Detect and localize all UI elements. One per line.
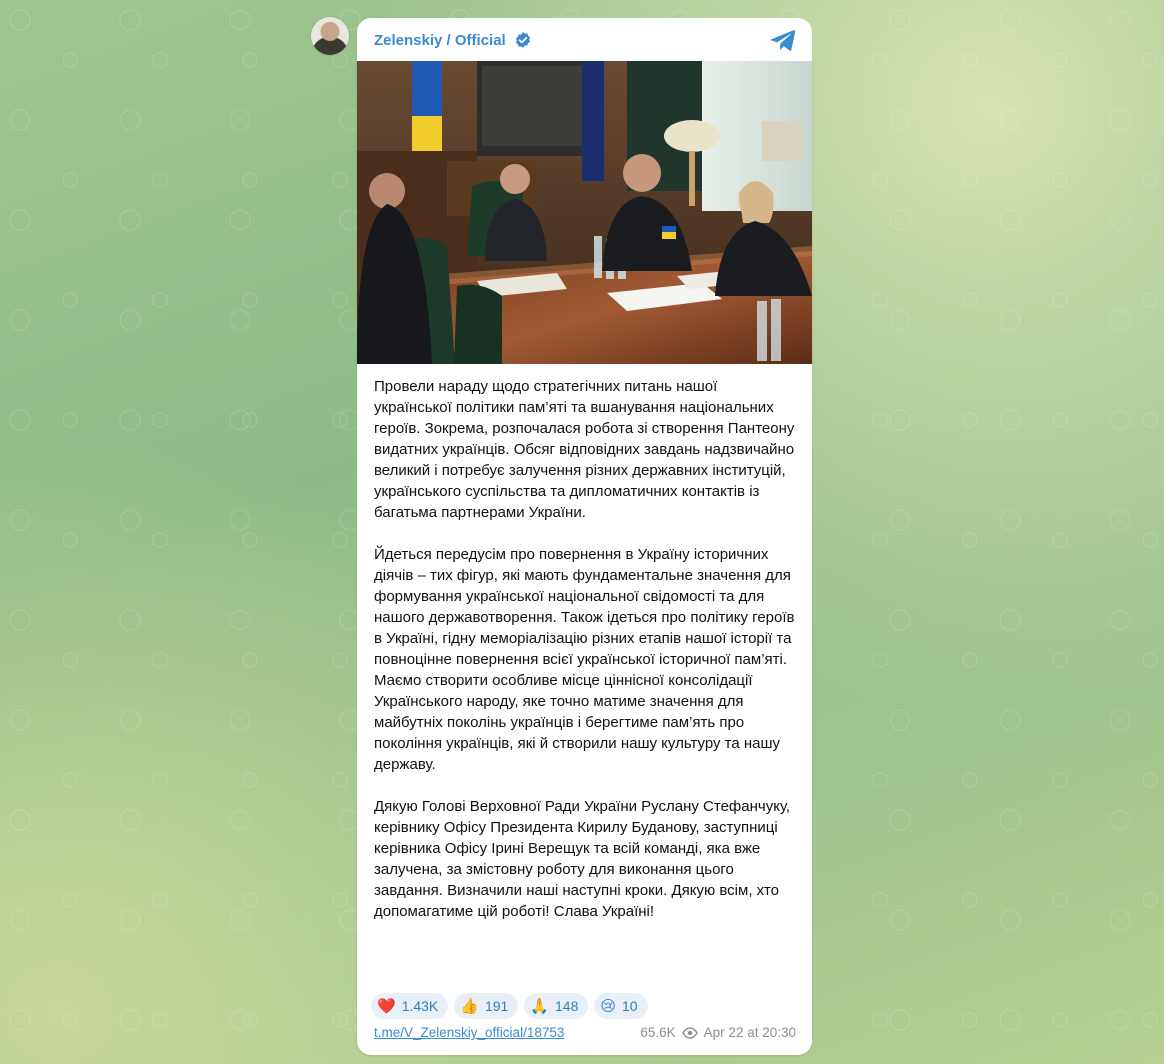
reaction-count: 191 bbox=[484, 998, 509, 1014]
heart-icon: ❤️ bbox=[377, 997, 396, 1015]
reaction-count: 148 bbox=[555, 998, 579, 1014]
reaction-pray[interactable] bbox=[524, 993, 588, 1019]
message-card bbox=[357, 18, 812, 1055]
reaction-heart[interactable] bbox=[371, 993, 448, 1019]
post-paragraph: Йдеться передусім про повернення в Україну історичних діячів – тих фігур, які мають фундаментальне значення для формування української національної свідомості та для нашого державотворення. Також ідеться про політику героїв в Україні, гідну меморіалізацію різних етапів нашої історії та повноцінне повернення всієї української історичної пам’яті. Маємо створити особливе місце ціннісної консолідації Українського народу, яке точно матиме значення для майбутніх поколінь українців і берегтиме пам’ять про покоління українців, які й створили нашу культуру та нашу державу. bbox=[374, 546, 795, 773]
crying-face-icon: 😢 bbox=[600, 997, 617, 1015]
telegram-icon[interactable] bbox=[770, 28, 796, 52]
reaction-crying[interactable] bbox=[594, 993, 647, 1019]
views-count: 65.6K bbox=[640, 1025, 676, 1040]
post-link[interactable]: t.me/V_Zelenskiy_official/18753 bbox=[374, 1025, 565, 1040]
reactions-bar bbox=[371, 993, 648, 1019]
post-paragraph: Дякую Голові Верховної Ради України Руслану Стефанчуку, керівнику Офісу Президента Кирилу Буданову, заступниці керівника Офісу Ірині Верещук та всій команді, яка вже залучена, за змістовну роботу для виконання цього завдання. Визначили наші наступні кроки. Дякую всім, хто допомагатиме цій роботі! Слава Україні! bbox=[374, 798, 791, 920]
post-paragraph: Провели нараду щодо стратегічних питань нашої української політики пам’яті та вшанування національних героїв. Зокрема, розпочалася робота зі створення Пантеону видатних українців. Обсяг відповідних завдань надзвичайно великий і потребує залучення різних державних інституцій, українського суспільства та дипломатичних контактів із багатьма партнерами України. bbox=[374, 378, 795, 521]
channel-title[interactable] bbox=[374, 31, 532, 49]
verified-badge-icon bbox=[514, 31, 532, 49]
reaction-count: 10 bbox=[622, 998, 638, 1014]
pray-icon: 🙏 bbox=[530, 997, 550, 1015]
thumbs-up-icon: 👍 bbox=[460, 997, 479, 1015]
channel-name[interactable]: Zelenskiy / Official bbox=[374, 31, 506, 49]
reaction-thumbs-up[interactable] bbox=[454, 993, 518, 1019]
post-meta bbox=[640, 1025, 796, 1040]
reaction-count: 1.43K bbox=[401, 998, 439, 1014]
post-timestamp: Apr 22 at 20:30 bbox=[703, 1025, 796, 1040]
post-photo[interactable] bbox=[357, 61, 812, 364]
channel-avatar[interactable] bbox=[311, 17, 349, 55]
post-text bbox=[374, 376, 799, 943]
meeting-photo-illustration bbox=[357, 61, 812, 364]
message-header bbox=[357, 18, 812, 61]
eye-icon bbox=[682, 1027, 698, 1039]
